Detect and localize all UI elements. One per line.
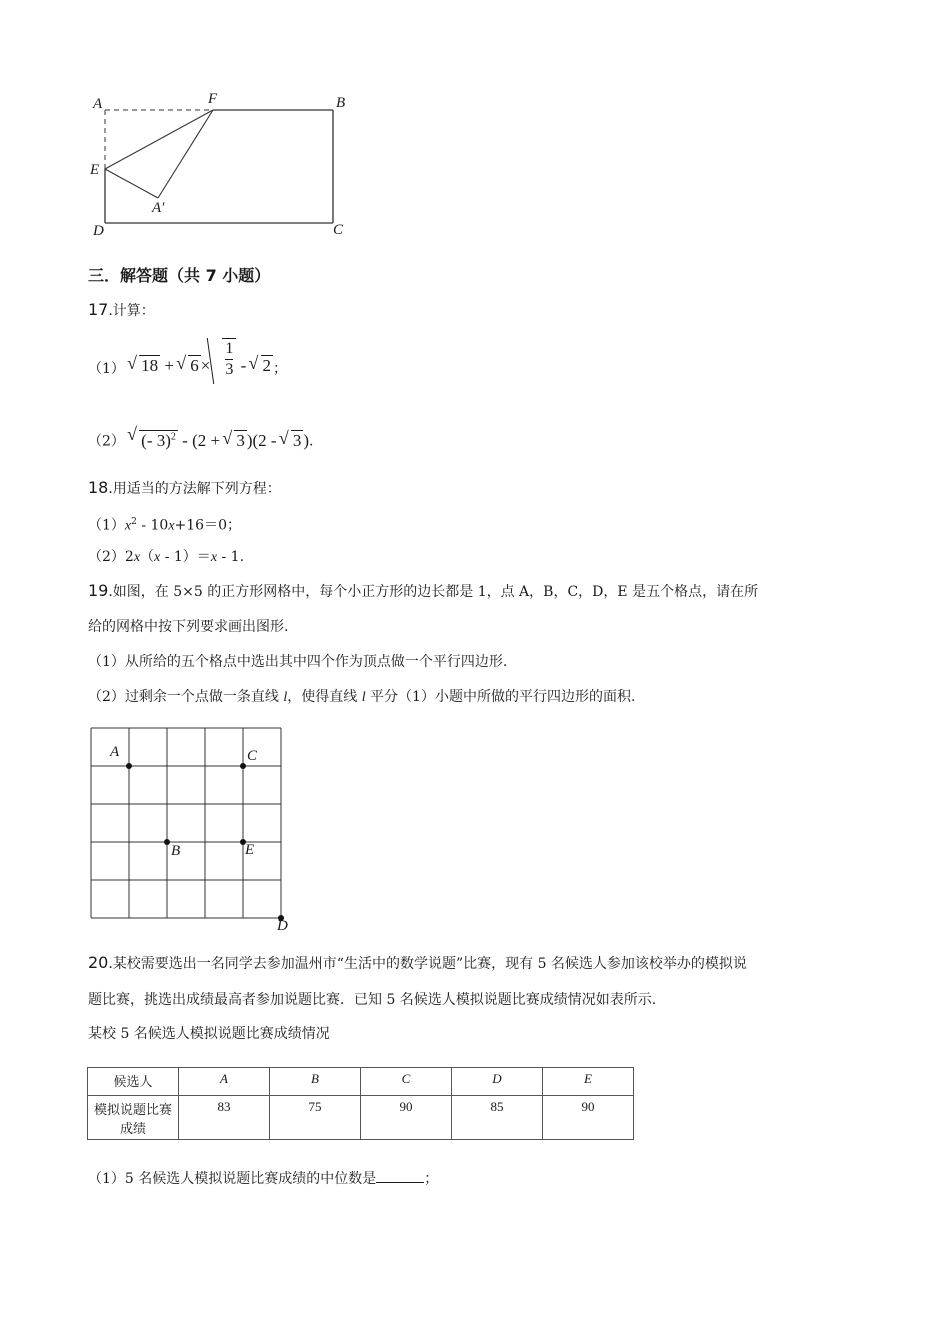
- score-b: 75: [270, 1096, 361, 1140]
- header-a: A: [179, 1068, 270, 1096]
- q20-number: 20: [88, 953, 109, 972]
- label-f: F: [208, 91, 218, 107]
- grid-point-a: [126, 763, 132, 769]
- table-score-row: [88, 1096, 634, 1140]
- table-header-row: [88, 1068, 634, 1096]
- grid-label-c: C: [247, 748, 258, 764]
- q17-stem: [88, 300, 155, 321]
- q17-part2: （2） √ (- 3)$^2$ - (2 + √ 3 )(2 - √ 3 ).: [88, 427, 313, 452]
- q19-line2: 给的网格中按下列要求画出图形.: [88, 619, 289, 635]
- q18-part1: $(1)x^2 - 10x+16=0$；: [88, 517, 241, 534]
- grid-label-a: A: [110, 744, 120, 760]
- sqrt-3b: √ 3: [281, 431, 304, 451]
- q17-p2-label: （2）: [88, 433, 125, 450]
- grid-point-c: [240, 763, 246, 769]
- label-a-prime: A′: [152, 200, 165, 216]
- segment-ea: [105, 169, 158, 198]
- label-e: E: [90, 162, 100, 178]
- sqrt-2: √ 2: [251, 356, 274, 376]
- label-d: D: [93, 223, 104, 239]
- frac-num: 1: [225, 339, 233, 360]
- frac-den: 3: [225, 361, 234, 378]
- fold-figure: [86, 90, 356, 242]
- q18-number: 18: [88, 478, 109, 497]
- q17-number: 17: [88, 300, 109, 319]
- q20-line1: 20.某校需要选出一名同学去参加温州市“生活中的数学说题”比赛，现有 5 名候选人参加该校举办的模拟说: [88, 953, 747, 972]
- grid-label-d: D: [277, 918, 288, 934]
- label-b: B: [336, 95, 346, 111]
- q18-text: .用适当的方法解下列方程：: [108, 481, 281, 497]
- score-a: 83: [179, 1096, 270, 1140]
- sqrt-fraction: [210, 338, 236, 380]
- header-c: C: [361, 1068, 452, 1096]
- q19-number: 19: [88, 581, 109, 600]
- q20-part1: （1）5 名候选人模拟说题比赛成绩的中位数是 ；: [88, 1168, 438, 1189]
- header-e: E: [543, 1068, 634, 1096]
- grid-label-b: B: [171, 843, 181, 859]
- grid-label-e: E: [245, 842, 255, 858]
- score-table: [87, 1067, 634, 1140]
- score-e: 90: [543, 1096, 634, 1140]
- sqrt-18: √ 18: [129, 356, 160, 376]
- sqrt-6: √ 6: [178, 356, 201, 376]
- header-candidate: 候选人: [88, 1068, 179, 1096]
- q17-text: .计算：: [108, 303, 155, 319]
- label-c: C: [333, 222, 344, 238]
- answer-blank[interactable]: [376, 1168, 424, 1183]
- q19-part1: （1）从所给的五个格点中选出其中四个作为顶点做一个平行四边形.: [88, 654, 508, 670]
- q20-line2: 题比赛，挑选出成绩最高者参加说题比赛．已知 5 名候选人模拟说题比赛成绩情况如表所示.: [88, 992, 657, 1008]
- sqrt-3a: √ 3: [224, 431, 247, 451]
- label-a: A: [93, 96, 103, 112]
- header-d: D: [452, 1068, 543, 1096]
- grid-point-b: [164, 839, 170, 845]
- q19-line1: 19.如图，在 5×5 的正方形网格中，每个小正方形的边长都是 1，点 A，B，C，D，E 是五个格点，请在所: [88, 581, 759, 600]
- fold-line-ef: [105, 110, 213, 169]
- header-b: B: [270, 1068, 361, 1096]
- sqrt-neg3-squared: √ (- 3)$^2$: [129, 427, 178, 451]
- q18-stem: [88, 478, 281, 499]
- score-d: 85: [452, 1096, 543, 1140]
- q17-p1-label: （1）: [88, 361, 125, 377]
- q19-part2: （2）过剩余一个点做一条直线 l，使得直线 l 平分（1）小题中所做的平行四边形的面积.: [88, 689, 636, 705]
- score-c: 90: [361, 1096, 452, 1140]
- table-caption: 某校 5 名候选人模拟说题比赛成绩情况: [88, 1026, 330, 1042]
- q18-part2: （2）2x（x - 1）＝x - 1.: [88, 549, 245, 565]
- section-title: 三．解答题（共 7 小题）: [88, 266, 271, 285]
- segment-fa: [158, 110, 213, 198]
- q17-part1: （1） √ 18 + √ 6 × $\frac{1}{3}$ - √ 2 ；: [88, 350, 287, 390]
- row-label: 模拟说题比赛 成绩: [88, 1096, 179, 1140]
